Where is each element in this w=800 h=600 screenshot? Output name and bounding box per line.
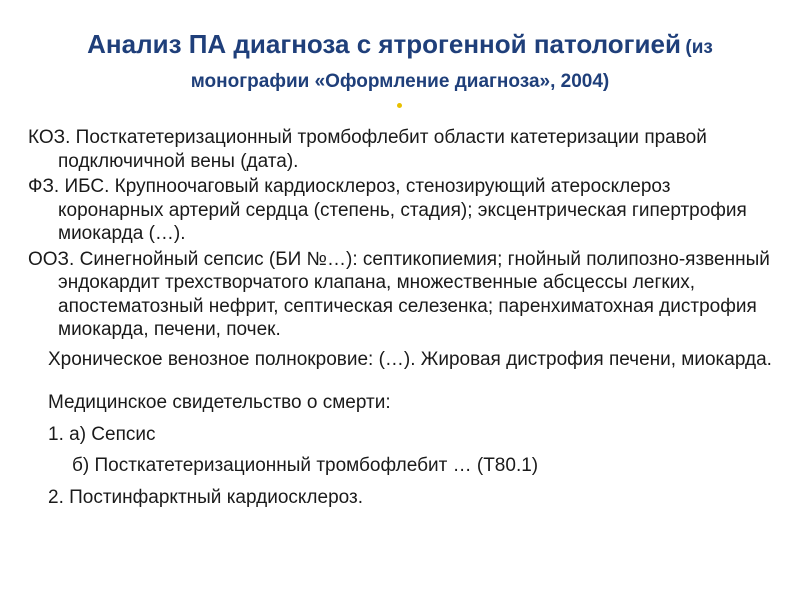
paragraph-fz: ФЗ. ИБС. Крупноочаговый кардиосклероз, стенозирующий атеросклероз коронарных артерий сердца (степень, стадия); эксцентрическая гипертрофия миокарда (…).: [28, 176, 747, 244]
title-paren-start: (из: [685, 37, 713, 58]
certificate-heading: Медицинское свидетельство о смерти:: [48, 392, 391, 413]
paragraph-ooz: ООЗ. Синегнойный сепсис (БИ №…): септикопиемия; гнойный полипозно-язвенный эндокардит трехстворчатого клапана, множественные абсцессы легких, апостематозный нефрит, септическая селезенка; паренхиматохная дистрофия миокарда, печени, почек.: [28, 248, 770, 340]
slide-body: [28, 126, 778, 517]
title-main: Анализ ПА диагноза с ятрогенной патологией: [87, 29, 681, 59]
paragraph-chronic: Хроническое венозное полнокровие: (…). Жировая дистрофия печени, миокарда.: [48, 348, 772, 370]
certificate-item-2: 2. Постинфарктный кардиосклероз.: [48, 486, 363, 508]
title-line2: монографии «Оформление диагноза», 2004): [190, 71, 610, 92]
certificate-item-1b: б) Посткатетеризационный тромбофлебит … (Т80.1): [72, 455, 539, 476]
spacer: [28, 373, 778, 391]
certificate-item-1a: 1. а) Сепсис: [48, 423, 156, 445]
paragraph-koz: КОЗ. Посткатетеризационный тромбофлебит области катетеризации правой подключичной вены (дата).: [28, 127, 707, 172]
slide-title: [20, 28, 780, 99]
decorative-dot: [397, 103, 402, 108]
